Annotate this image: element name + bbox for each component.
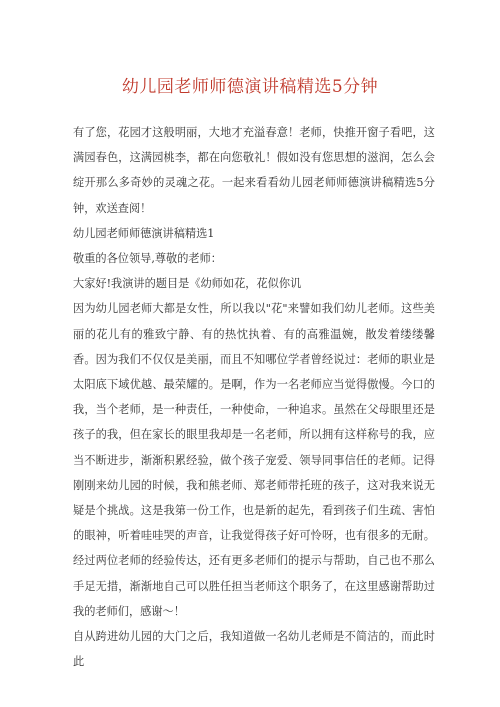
intro-paragraph: 有了您，花园才这般明丽，大地才充溢春意！老师，快推开窗子看吧，这满园春色，这满园桃李，都在向您敬礼！假如没有您思想的滋润，怎么会绽开那么多奇妙的灵魂之花。一起来看看幼儿园老师师德演讲稿精选5分钟，欢送查阅！	[73, 126, 435, 215]
document-title: 幼儿园老师师德演讲稿精选5分钟	[121, 77, 379, 97]
body-paragraph: 因为幼儿园老师大都是女性，所以我以"花"来譬如我们幼儿老师。这些美丽的花儿有的雅致宁静、有的热忱执着、有的高雅温婉，散发着缕缕馨香。因为我们不仅仅是美丽，而且不知哪位学者曾经说过：老师的职业是太阳底下域优越、最荣耀的。是啊，作为一名老师应当觉得傲慢。今口的我，当个老师，是一种责任，一种使命，一种追求。虽然在父母眼里还是孩子的我，但在家长的眼里我却是一名老师，所以拥有这样称号的我，应当不断进步，渐渐积累经验，做个孩子宠爱、领导同事信任的老师。记得刚刚来幼儿园的时候，我和熊老师、郑老师带托班的孩子，这对我来说无疑是个挑战。这是我第一份工作，也是新的起先，看到孩子们生疏、害怕的眼神，听着哇哇哭的声音，让我觉得孩子好可怜呀，也有很多的无耐。经过两位老师的经验传达，还有更多老师们的提示与帮助，自己也不那么手足无措，渐渐地自己可以胜任担当老师这个职务了，在这里感谢帮助过我的老师们，感谢～！	[73, 302, 435, 618]
section-heading: 幼儿园老师师德演讲稿精选1	[73, 226, 215, 240]
greeting-paragraph: 大家好!我演讲的题目是《幼师如花，花似你讥	[73, 277, 302, 291]
document-body	[73, 120, 435, 674]
body-paragraph-continued: 自从跨进幼儿园的大门之后，我知道做一名幼儿老师是不简洁的，而此时此	[73, 630, 435, 669]
salutation: 敬重的各位领导,尊敬的老师：	[73, 252, 222, 266]
